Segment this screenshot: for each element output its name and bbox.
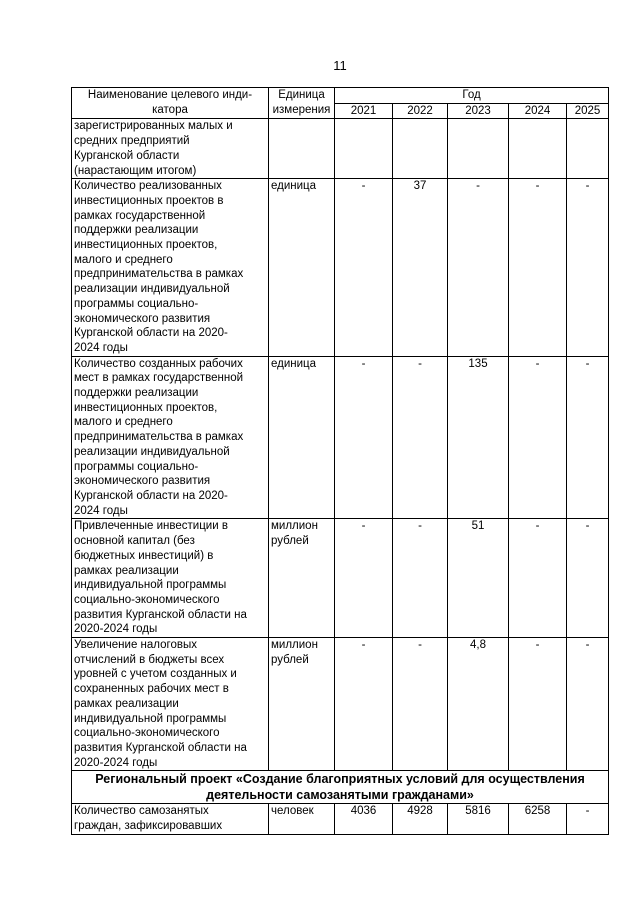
table-row — [72, 804, 609, 834]
table-row — [72, 119, 609, 179]
header-year: Год — [335, 88, 609, 104]
value-2024 — [509, 119, 567, 179]
value-2024: - — [509, 179, 567, 356]
value-2021 — [335, 119, 393, 179]
value-2021: - — [335, 638, 393, 771]
header-year-2021: 2021 — [335, 103, 393, 119]
indicator-unit: единица — [269, 179, 335, 356]
value-2023: 51 — [448, 519, 509, 638]
value-2025: - — [567, 804, 609, 834]
value-2025: - — [567, 519, 609, 638]
value-2024: - — [509, 638, 567, 771]
value-2024: - — [509, 356, 567, 519]
value-2025 — [567, 119, 609, 179]
indicator-name: Привлеченные инвестиции в основной капитал (без бюджетных инвестиций) в рамках реализации индивидуальной программы социально-экономического развития Курганской области на 2020-2024 годы — [72, 519, 269, 638]
value-2021: 4036 — [335, 804, 393, 834]
value-2022: - — [393, 356, 448, 519]
table-row — [72, 179, 609, 356]
value-2024: - — [509, 519, 567, 638]
value-2022 — [393, 119, 448, 179]
value-2022: - — [393, 519, 448, 638]
indicator-unit: миллион рублей — [269, 519, 335, 638]
value-2025: - — [567, 356, 609, 519]
value-2022: 4928 — [393, 804, 448, 834]
section-row — [72, 771, 609, 804]
value-2023: 5816 — [448, 804, 509, 834]
value-2025: - — [567, 638, 609, 771]
header-unit: Единица измерения — [269, 88, 335, 119]
indicator-unit — [269, 119, 335, 179]
indicators-table — [71, 87, 609, 835]
page-number: 11 — [333, 58, 347, 73]
value-2021: - — [335, 356, 393, 519]
header-year-2025: 2025 — [567, 103, 609, 119]
value-2022: 37 — [393, 179, 448, 356]
value-2023: 4,8 — [448, 638, 509, 771]
indicator-name: Количество реализованных инвестиционных проектов в рамках государственной поддержки реализации инвестиционных проектов, малого и среднего предпринимательства в рамках реализации индивидуальной программы социально- экономического развития Курганской области на 2020- 2024 годы — [72, 179, 269, 356]
indicator-name: Увеличение налоговых отчислений в бюджеты всех уровней с учетом созданных и сохраненных рабочих мест в рамках реализации индивидуальной программы социально-экономического развития Курганской области на 2020-2024 годы — [72, 638, 269, 771]
value-2021: - — [335, 519, 393, 638]
header-indicator-name: Наименование целевого инди- катора — [72, 88, 269, 119]
value-2022: - — [393, 638, 448, 771]
header-year-2023: 2023 — [448, 103, 509, 119]
indicator-unit: миллион рублей — [269, 638, 335, 771]
header-year-2022: 2022 — [393, 103, 448, 119]
table-row — [72, 356, 609, 519]
value-2025: - — [567, 179, 609, 356]
indicator-name: зарегистрированных малых и средних предприятий Курганской области (нарастающим итогом) — [72, 119, 269, 179]
indicator-unit: человек — [269, 804, 335, 834]
header-row-1 — [72, 88, 609, 104]
value-2023 — [448, 119, 509, 179]
regional-project-title: Региональный проект «Создание благоприятных условий для осуществления деятельности самозанятыми гражданами» — [72, 771, 609, 804]
value-2023: - — [448, 179, 509, 356]
value-2024: 6258 — [509, 804, 567, 834]
header-year-2024: 2024 — [509, 103, 567, 119]
value-2021: - — [335, 179, 393, 356]
indicator-name: Количество самозанятых граждан, зафиксировавших — [72, 804, 269, 834]
indicator-name: Количество созданных рабочих мест в рамках государственной поддержки реализации инвестиционных проектов, малого и среднего предпринимательства в рамках реализации индивидуальной программы социально- экономического развития Курганской области на 2020- 2024 годы — [72, 356, 269, 519]
value-2023: 135 — [448, 356, 509, 519]
table-row — [72, 519, 609, 638]
indicator-unit: единица — [269, 356, 335, 519]
table-row — [72, 638, 609, 771]
